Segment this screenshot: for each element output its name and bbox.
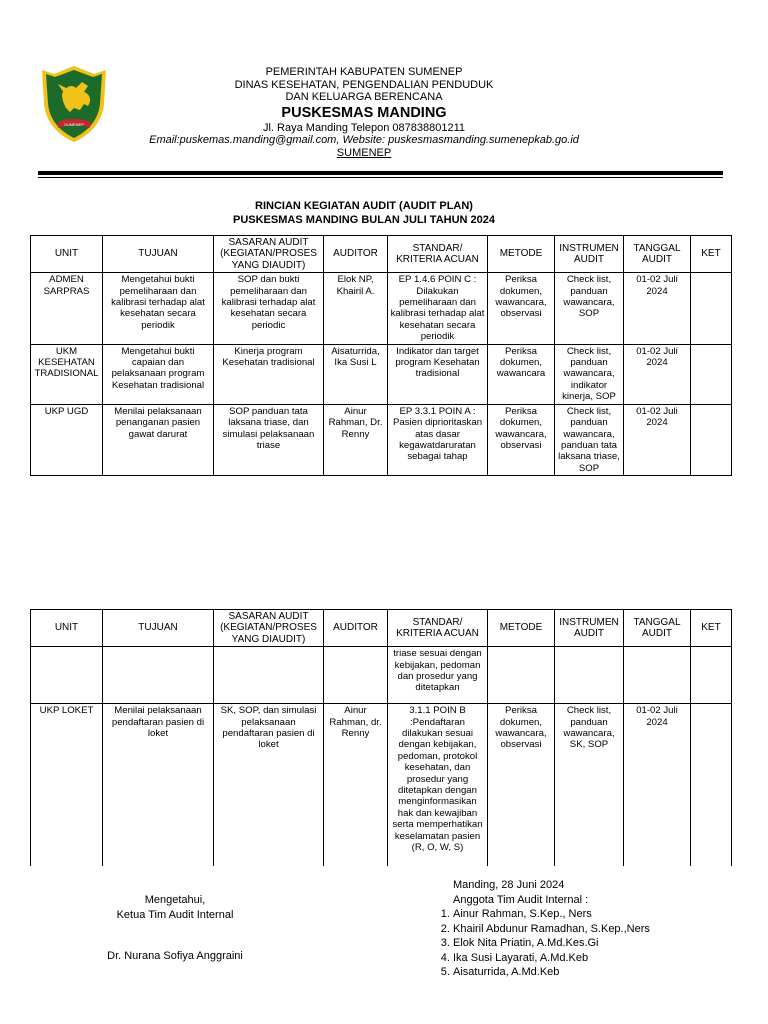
- col-header-tanggal: TANGGAL AUDIT: [624, 610, 691, 647]
- list-item: 3. Elok Nita Priatin, A.Md.Kes.Gi: [453, 936, 732, 951]
- cell-instrumen: Check list, panduan wawancara, panduan tata laksana triase, SOP: [555, 404, 624, 475]
- col-header-ket: KET: [691, 236, 732, 273]
- chair-title: Ketua Tim Audit Internal: [116, 908, 234, 921]
- cell-ket: [691, 273, 732, 344]
- cell-metode: Periksa dokumen, wawancara, observasi: [488, 273, 555, 344]
- cell-standar: 3.1.1 POIN B :Pendaftaran dilakukan sesuai dengan kebijakan, pedoman, protokol kesehatan, dan prosedur yang ditetapkan dengan menginformasikan hak dan kewajiban serta memperhatikan keselamatan pasien (R, O, W, S): [388, 704, 488, 866]
- cell-unit: ADMEN SARPRAS: [31, 273, 103, 344]
- cell-sasaran: Kinerja program Kesehatan tradisional: [214, 344, 324, 404]
- cell-sasaran: [214, 647, 324, 704]
- cell-auditor: Ainur Rahman, dr. Renny: [324, 704, 388, 866]
- cell-metode: [488, 647, 555, 704]
- cell-unit: UKM KESEHATAN TRADISIONAL: [31, 344, 103, 404]
- cell-unit: [31, 647, 103, 704]
- cell-tujuan: Mengetahui bukti pemeliharaan dan kalibrasi terhadap alat kesehatan secara periodik: [103, 273, 214, 344]
- cell-standar: EP 3.3.1 POIN A : Pasien diprioritaskan atas dasar kegawatdaruratan sebagai tahap: [388, 404, 488, 475]
- audit-plan-table-1: [30, 235, 732, 476]
- place-date: Manding, 28 Juni 2024: [453, 879, 565, 891]
- letterhead-divider: [38, 171, 723, 175]
- col-header-standar: STANDAR/ KRITERIA ACUAN: [388, 236, 488, 273]
- logo-banner-text: SUMENEP: [64, 122, 84, 127]
- members-list: [432, 907, 732, 980]
- col-header-sasaran: SASARAN AUDIT (KEGIATAN/PROSES YANG DIAUDIT): [214, 610, 324, 647]
- members-title: Anggota Tim Audit Internal :: [453, 893, 589, 906]
- cell-instrumen: Check list, panduan wawancara, SK, SOP: [555, 704, 624, 866]
- cell-ket: [691, 704, 732, 866]
- col-header-tanggal: TANGGAL AUDIT: [624, 236, 691, 273]
- list-item: 1. Ainur Rahman, S.Kep., Ners: [453, 907, 732, 922]
- table-header-row: [31, 610, 732, 647]
- cell-tanggal: 01-02 Juli 2024: [624, 704, 691, 866]
- cell-instrumen: Check list, panduan wawancara, indikator kinerja, SOP: [555, 344, 624, 404]
- col-header-tujuan: TUJUAN: [103, 610, 214, 647]
- col-header-sasaran: SASARAN AUDIT (KEGIATAN/PROSES YANG DIAUDIT): [214, 236, 324, 273]
- chair-name: Dr. Nurana Sofiya Anggraini: [107, 950, 243, 962]
- cell-metode: Periksa dokumen, wawancara, observasi: [488, 704, 555, 866]
- list-item: 5. Aisaturrida, A.Md.Keb: [453, 965, 732, 980]
- table-header-row: [31, 236, 732, 273]
- col-header-ket: KET: [691, 610, 732, 647]
- col-header-auditor: AUDITOR: [324, 610, 388, 647]
- institution-name: PUSKESMAS MANDING: [281, 104, 447, 121]
- cell-tanggal: 01-02 Juli 2024: [624, 273, 691, 344]
- address-line: Jl. Raya Manding Telepon 087838801211: [262, 121, 466, 134]
- signature-block-right: [432, 878, 732, 980]
- cell-standar: EP 1.4.6 POIN C : Dilakukan pemeliharaan dan kalibrasi terhadap alat kesehatan secara periodik: [388, 273, 488, 344]
- col-header-auditor: AUDITOR: [324, 236, 388, 273]
- contact-line: Email:puskemas.manding@gmail.com, Website: puskesmasmanding.sumenepkab.go.id: [149, 134, 579, 147]
- cell-sasaran: SOP panduan tata laksana triase, dan simulasi pelaksanaan triase: [214, 404, 324, 475]
- cell-unit: UKP UGD: [31, 404, 103, 475]
- cell-unit: UKP LOKET: [31, 704, 103, 866]
- cell-tujuan: Menilai pelaksanaan penanganan pasien gawat darurat: [103, 404, 214, 475]
- list-item: 2. Khairil Abdunur Ramadhan, S.Kep.,Ners: [453, 922, 732, 937]
- table-row: [31, 704, 732, 866]
- cell-tanggal: 01-02 Juli 2024: [624, 344, 691, 404]
- city-line: SUMENEP: [336, 146, 392, 159]
- list-item: 4. Ika Susi Layarati, A.Md.Keb: [453, 951, 732, 966]
- table-row: [31, 404, 732, 475]
- dept-line: DINAS KESEHATAN, PENGENDALIAN PENDUDUK: [234, 78, 494, 91]
- cell-standar: Indikator dan target program Kesehatan tradisional: [388, 344, 488, 404]
- cell-standar: triase sesuai dengan kebijakan, pedoman dan prosedur yang ditetapkan: [388, 647, 488, 704]
- cell-ket: [691, 404, 732, 475]
- dept-line-2: DAN KELUARGA BERENCANA: [285, 91, 443, 104]
- cell-metode: Periksa dokumen, wawancara: [488, 344, 555, 404]
- table-row: [31, 273, 732, 344]
- table-row-continued: [31, 647, 732, 704]
- col-header-instrumen: INSTRUMEN AUDIT: [555, 236, 624, 273]
- cell-tanggal: 01-02 Juli 2024: [624, 404, 691, 475]
- audit-plan-table-2: [30, 609, 732, 866]
- col-header-instrumen: INSTRUMEN AUDIT: [555, 610, 624, 647]
- col-header-standar: STANDAR/ KRITERIA ACUAN: [388, 610, 488, 647]
- acknowledged-label: Mengetahui,: [144, 894, 206, 906]
- cell-auditor: Elok NP, Khairil A.: [324, 273, 388, 344]
- document-title: [120, 199, 608, 227]
- cell-ket: [691, 647, 732, 704]
- col-header-unit: UNIT: [31, 610, 103, 647]
- letterhead: [120, 66, 608, 160]
- cell-tujuan: [103, 647, 214, 704]
- letterhead-divider-thin: [38, 177, 723, 178]
- cell-ket: [691, 344, 732, 404]
- col-header-metode: METODE: [488, 236, 555, 273]
- cell-tujuan: Mengetahui bukti capaian dan pelaksanaan program Kesehatan tradisional: [103, 344, 214, 404]
- col-header-metode: METODE: [488, 610, 555, 647]
- cell-sasaran: SK, SOP, dan simulasi pelaksanaan pendaftaran pasien di loket: [214, 704, 324, 866]
- table-row: [31, 344, 732, 404]
- cell-instrumen: Check list, panduan wawancara, SOP: [555, 273, 624, 344]
- document-title-line-2: PUSKESMAS MANDING BULAN JULI TAHUN 2024: [233, 214, 495, 226]
- puskesmas-logo: [40, 64, 108, 144]
- col-header-tujuan: TUJUAN: [103, 236, 214, 273]
- signature-block-left: [100, 893, 250, 922]
- col-header-unit: UNIT: [31, 236, 103, 273]
- cell-auditor: Ainur Rahman, Dr. Renny: [324, 404, 388, 475]
- cell-auditor: [324, 647, 388, 704]
- cell-tujuan: Menilai pelaksanaan pendaftaran pasien di loket: [103, 704, 214, 866]
- document-title-line-1: RINCIAN KEGIATAN AUDIT (AUDIT PLAN): [255, 200, 473, 212]
- cell-auditor: Aisaturrida, Ika Susi L: [324, 344, 388, 404]
- cell-tanggal: [624, 647, 691, 704]
- govt-line: PEMERINTAH KABUPATEN SUMENEP: [265, 66, 463, 78]
- cell-instrumen: [555, 647, 624, 704]
- cell-sasaran: SOP dan bukti pemeliharaan dan kalibrasi terhadap alat kesehatan secara periodic: [214, 273, 324, 344]
- cell-metode: Periksa dokumen, wawancara, observasi: [488, 404, 555, 475]
